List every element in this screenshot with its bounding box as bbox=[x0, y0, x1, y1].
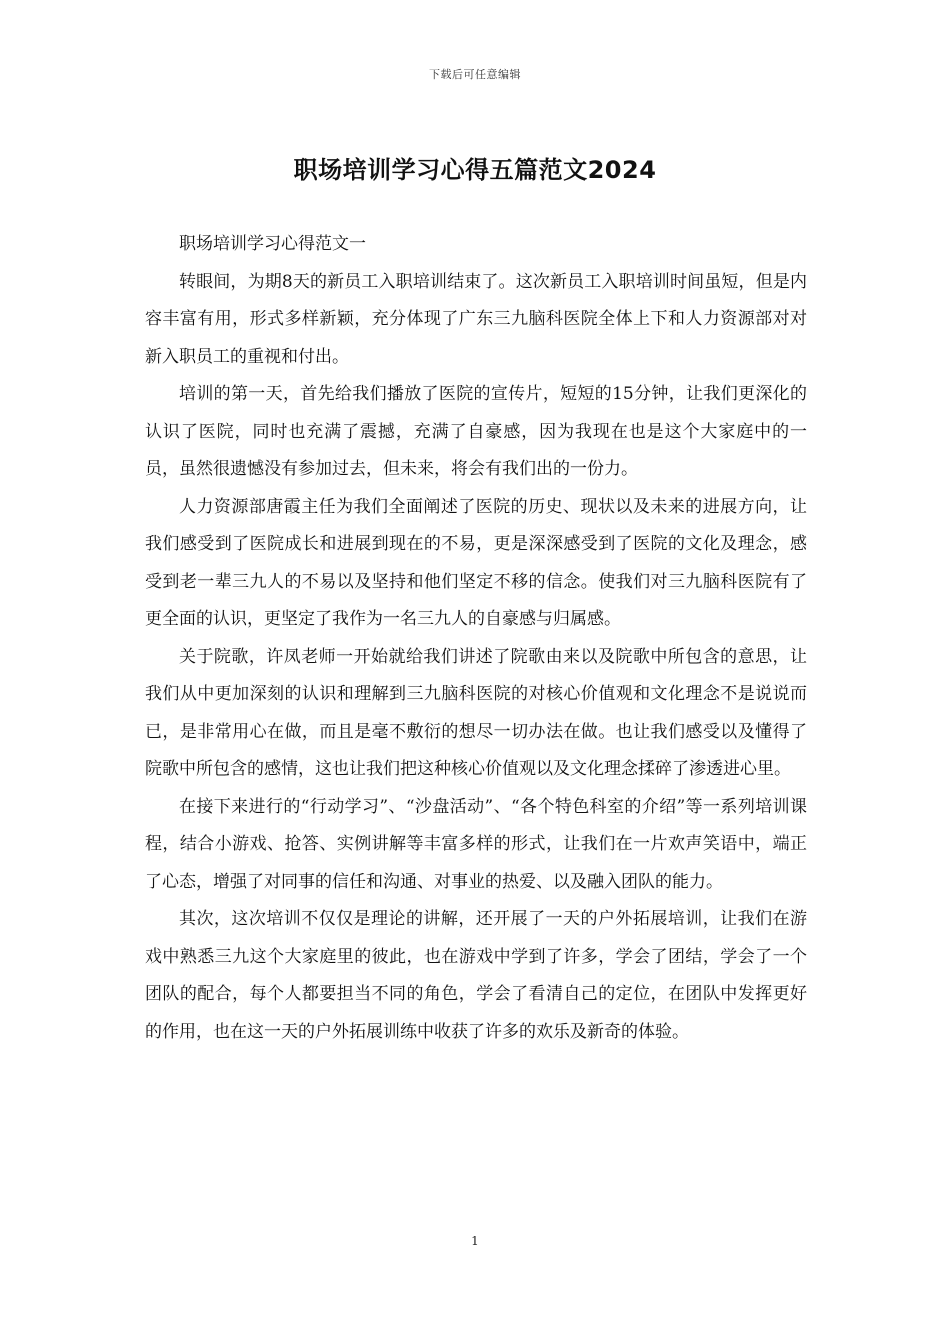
paragraph-3: 人力资源部唐霞主任为我们全面阐述了医院的历史、现状以及未来的进展方向，让我们感受到了医院成长和进展到现在的不易，更是深深感受到了医院的文化及理念，感受到老一辈三九人的不易以及坚持和他们坚定不移的信念。使我们对三九脑科医院有了更全面的认识，更坚定了我作为一名三九人的自豪感与归属感。 bbox=[145, 496, 807, 629]
document-title: 职场培训学习心得五篇范文2024 bbox=[293, 156, 657, 184]
paragraph-4: 关于院歌，许凤老师一开始就给我们讲述了院歌由来以及院歌中所包含的意思，让我们从中更加深刻的认识和理解到三九脑科医院的对核心价值观和文化理念不是说说而已，是非常用心在做，而且是毫不敷衍的想尽一切办法在做。也让我们感受以及懂得了院歌中所包含的感情，这也让我们把这种核心价值观以及文化理念揉碎了渗透进心里。 bbox=[145, 646, 807, 779]
paragraph-5: 在接下来进行的“行动学习”、“沙盘活动”、“各个特色科室的介绍”等一系列培训课程，结合小游戏、抢答、实例讲解等丰富多样的形式，让我们在一片欢声笑语中，端正了心态，增强了对同事的信任和沟通、对事业的热爱、以及融入团队的能力。 bbox=[145, 796, 807, 892]
page-number: 1 bbox=[471, 1234, 479, 1248]
header-note: 下载后可任意编辑 bbox=[429, 68, 521, 81]
paragraph-2: 培训的第一天，首先给我们播放了医院的宣传片，短短的15分钟，让我们更深化的认识了医院，同时也充满了震撼，充满了自豪感，因为我现在也是这个大家庭中的一员，虽然很遗憾没有参加过去，但未来，将会有我们出的一份力。 bbox=[145, 384, 807, 479]
paragraph-6: 其次，这次培训不仅仅是理论的讲解，还开展了一天的户外拓展培训，让我们在游戏中熟悉三九这个大家庭里的彼此，也在游戏中学到了许多，学会了团结，学会了一个团队的配合，每个人都要担当不同的角色，学会了看清自己的定位，在团队中发挥更好的作用，也在这一天的户外拓展训练中收获了许多的欢乐及新奇的体验。 bbox=[145, 909, 807, 1042]
paragraph-1: 转眼间，为期8天的新员工入职培训结束了。这次新员工入职培训时间虽短，但是内容丰富有用，形式多样新颖，充分体现了广东三九脑科医院全体上下和人力资源部对对新入职员工的重视和付出。 bbox=[145, 271, 807, 367]
document-body bbox=[145, 226, 807, 1051]
section-heading: 职场培训学习心得范文一 bbox=[179, 234, 366, 254]
